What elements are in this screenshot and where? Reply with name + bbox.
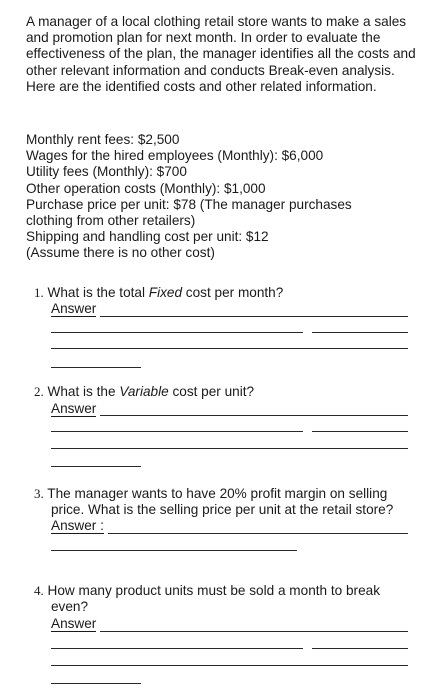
question-text-line1: The manager wants to have 20% profit margin on selling	[47, 486, 388, 501]
cost-item-shipping: Shipping and handling cost per unit: $12	[26, 229, 269, 245]
cost-item-wages: Wages for the hired employees (Monthly): $6,000	[26, 148, 324, 164]
question-2	[34, 384, 254, 400]
answer-line[interactable]	[108, 533, 408, 534]
answer-line[interactable]	[51, 448, 408, 449]
question-number: 2.	[34, 384, 44, 399]
answer-line[interactable]	[51, 332, 303, 333]
question-number: 3.	[34, 486, 44, 501]
question-text-post: cost per month?	[182, 285, 284, 300]
question-number: 1.	[34, 285, 44, 300]
question-text-post: cost per unit?	[168, 384, 255, 399]
answer-line[interactable]	[312, 648, 408, 649]
answer-label-2: Answer	[51, 401, 97, 416]
question-3-line2: price. What is the selling price per unit at the retail store?	[51, 502, 394, 517]
cost-item-rent: Monthly rent fees: $2,500	[26, 132, 180, 147]
answer-line[interactable]	[51, 550, 297, 551]
answer-label-3: Answer :	[51, 518, 104, 533]
cost-item-assumption: (Assume there is no other cost)	[26, 245, 215, 261]
question-3	[34, 486, 387, 502]
cost-item-purchase-price: Purchase price per unit: $78 (The manager purchases	[26, 196, 352, 212]
cost-item-purchase-note: clothing from other retailers)	[26, 213, 196, 229]
problem-intro: A manager of a local clothing retail store wants to make a sales and promotion plan for next month. In order to evaluate the effectiveness of the plan, the manager identifies all the costs and other relevant information and conducts Break-even analysis. Here are the identified costs and other related information.	[26, 14, 416, 94]
question-1	[34, 285, 283, 301]
answer-line[interactable]	[51, 348, 408, 349]
cost-item-utility: Utility fees (Monthly): $700	[26, 164, 187, 180]
answer-line[interactable]	[312, 431, 408, 432]
answer-line[interactable]	[51, 431, 303, 432]
answer-line[interactable]	[51, 665, 408, 666]
answer-line[interactable]	[51, 367, 141, 368]
answer-line[interactable]	[100, 631, 408, 632]
answer-label-4: Answer	[51, 616, 97, 631]
answer-line[interactable]	[51, 466, 141, 467]
question-4	[34, 583, 380, 599]
question-text-emphasis: Fixed	[148, 285, 183, 300]
cost-item-other-operation: Other operation costs (Monthly): $1,000	[26, 180, 266, 196]
answer-line[interactable]	[312, 332, 408, 333]
question-number: 4.	[34, 583, 44, 598]
question-text-pre: What is the	[47, 384, 120, 399]
answer-line[interactable]	[51, 648, 303, 649]
question-text-line1: How many product units must be sold a month to break	[47, 583, 380, 598]
question-text-emphasis: Variable	[119, 384, 169, 399]
answer-line[interactable]	[100, 415, 408, 416]
answer-label-1: Answer	[51, 301, 97, 316]
question-4-line2: even?	[51, 599, 89, 614]
answer-line[interactable]	[51, 683, 141, 684]
cost-list	[26, 132, 421, 262]
answer-line[interactable]	[100, 316, 408, 317]
question-text-pre: What is the total	[47, 285, 149, 300]
